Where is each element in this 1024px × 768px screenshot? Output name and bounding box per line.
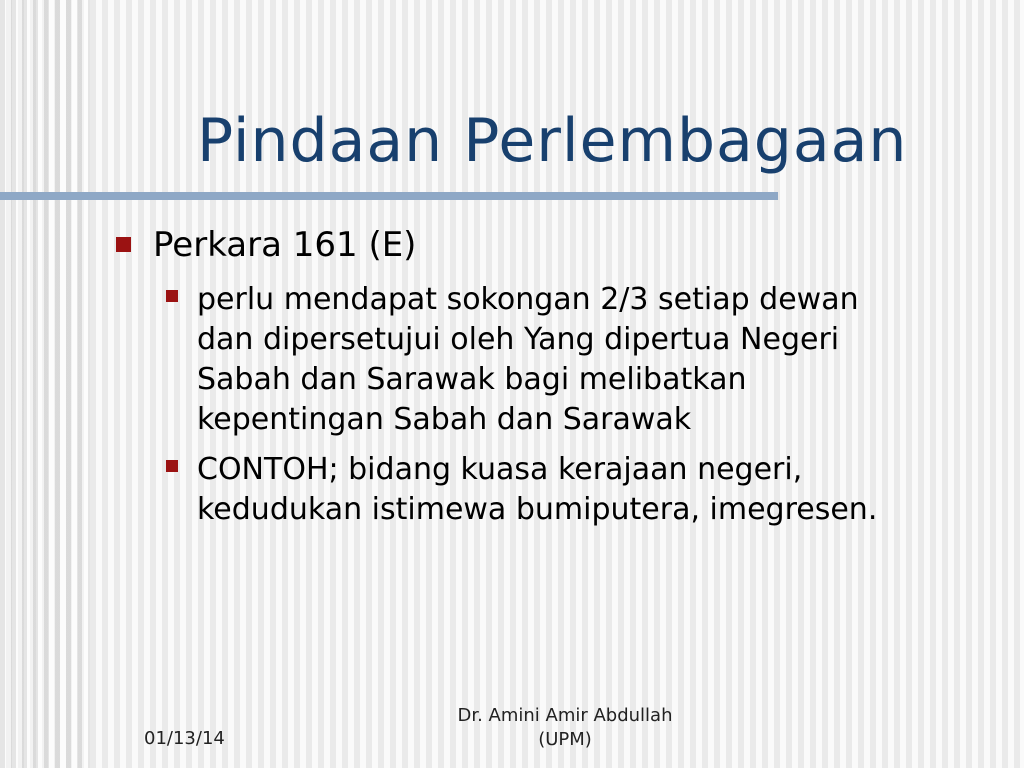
background-stripes (0, 0, 90, 768)
sub-bullet-line: Sabah dan Sarawak bagi melibatkan (197, 362, 747, 397)
sub-bullet-text (197, 280, 987, 440)
footer-date: 01/13/14 (144, 728, 225, 749)
square-bullet-icon (166, 290, 178, 302)
sub-bullet-1 (166, 280, 987, 440)
main-bullet-text: Perkara 161 (E) (153, 225, 417, 265)
footer-author-name: Dr. Amini Amir Abdullah (457, 705, 673, 726)
title-underline (0, 192, 778, 200)
square-bullet-icon (116, 237, 131, 252)
footer-author-affiliation: (UPM) (538, 729, 592, 750)
sub-bullet-text (197, 450, 987, 530)
sub-bullet-line: kepentingan Sabah dan Sarawak (197, 402, 692, 437)
sub-bullet-line: perlu mendapat sokongan 2/3 setiap dewan (197, 282, 859, 317)
sub-bullet-line: dan dipersetujui oleh Yang dipertua Negeri (197, 322, 840, 357)
sub-bullet-line: kedudukan istimewa bumiputera, imegresen. (197, 492, 878, 527)
slide-title: Pindaan Perlembagaan (197, 106, 908, 176)
footer-author (420, 704, 710, 752)
square-bullet-icon (166, 460, 178, 472)
sub-bullet-2 (166, 450, 987, 530)
sub-bullet-line: CONTOH; bidang kuasa kerajaan negeri, (197, 452, 803, 487)
main-bullet (116, 225, 416, 265)
